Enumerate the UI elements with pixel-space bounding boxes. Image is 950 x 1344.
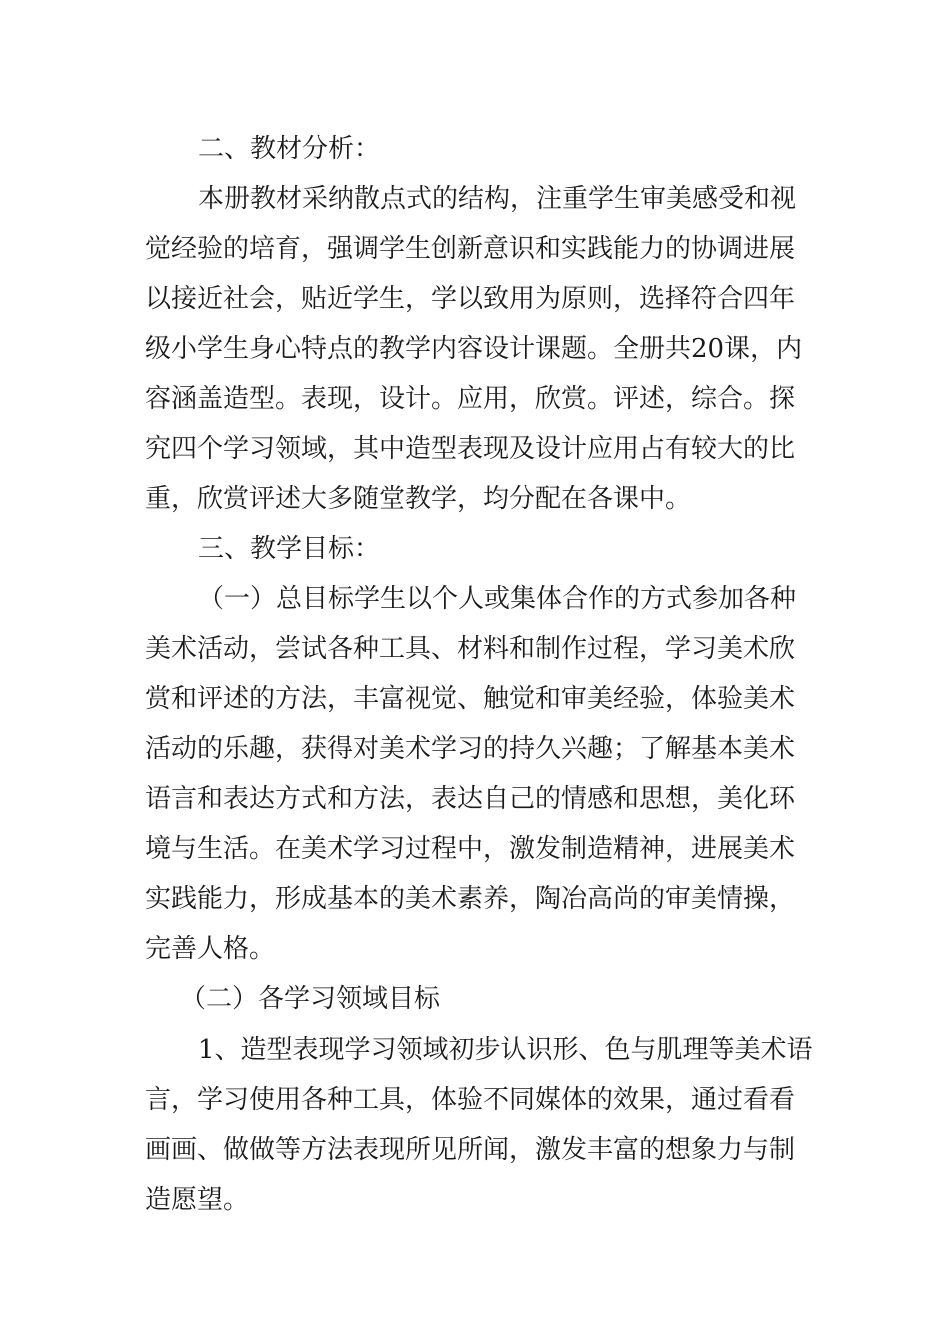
paragraph-line: （一）总目标学生以个人或集体合作的方式参加各种 <box>198 584 797 614</box>
paragraph-line: 级小学生身心特点的教学内容设计课题。全册共20课，内 <box>145 334 803 364</box>
paragraph-line: 境与生活。在美术学习过程中，激发制造精神，进展美术 <box>145 834 796 864</box>
paragraph-line: 语言和表达方式和方法，表达自己的情感和思想，美化环 <box>145 784 796 814</box>
paragraph-line: 赏和评述的方法，丰富视觉、触觉和审美经验，体验美术 <box>145 684 796 714</box>
paragraph-line: 活动的乐趣，获得对美术学习的持久兴趣；了解基本美术 <box>145 734 796 764</box>
paragraph-line: 觉经验的培育，强调学生创新意识和实践能力的协调进展 <box>145 234 796 264</box>
paragraph-line: 究四个学习领域，其中造型表现及设计应用占有较大的比 <box>145 434 796 464</box>
paragraph-line: 1、造型表现学习领域初步认识形、色与肌理等美术语 <box>198 1035 813 1065</box>
paragraph-line: 画画、做做等方法表现所见所闻，激发丰富的想象力与制 <box>145 1135 796 1165</box>
paragraph-line: 美术活动，尝试各种工具、材料和制作过程，学习美术欣 <box>145 634 796 664</box>
paragraph-line: 以接近社会，贴近学生，学以致用为原则，选择符合四年 <box>145 284 796 314</box>
paragraph-line: 完善人格。 <box>145 934 276 964</box>
subsection-heading-learning-areas: （二）各学习领域目标 <box>180 984 441 1014</box>
paragraph-line: 容涵盖造型。表现，设计。应用，欣赏。评述，综合。探 <box>145 384 796 414</box>
paragraph-line: 造愿望。 <box>145 1185 250 1215</box>
paragraph-line: 重，欣赏评述大多随堂教学，均分配在各课中。 <box>145 484 692 514</box>
paragraph-line: 实践能力，形成基本的美术素养，陶冶高尚的审美情操， <box>145 884 796 914</box>
paragraph-line: 言，学习使用各种工具，体验不同媒体的效果，通过看看 <box>145 1085 796 1115</box>
paragraph-line: 本册教材采纳散点式的结构，注重学生审美感受和视 <box>198 184 797 214</box>
section-heading-teaching-goals: 三、教学目标： <box>198 534 381 564</box>
section-heading-textbook-analysis: 二、教材分析： <box>198 134 381 164</box>
